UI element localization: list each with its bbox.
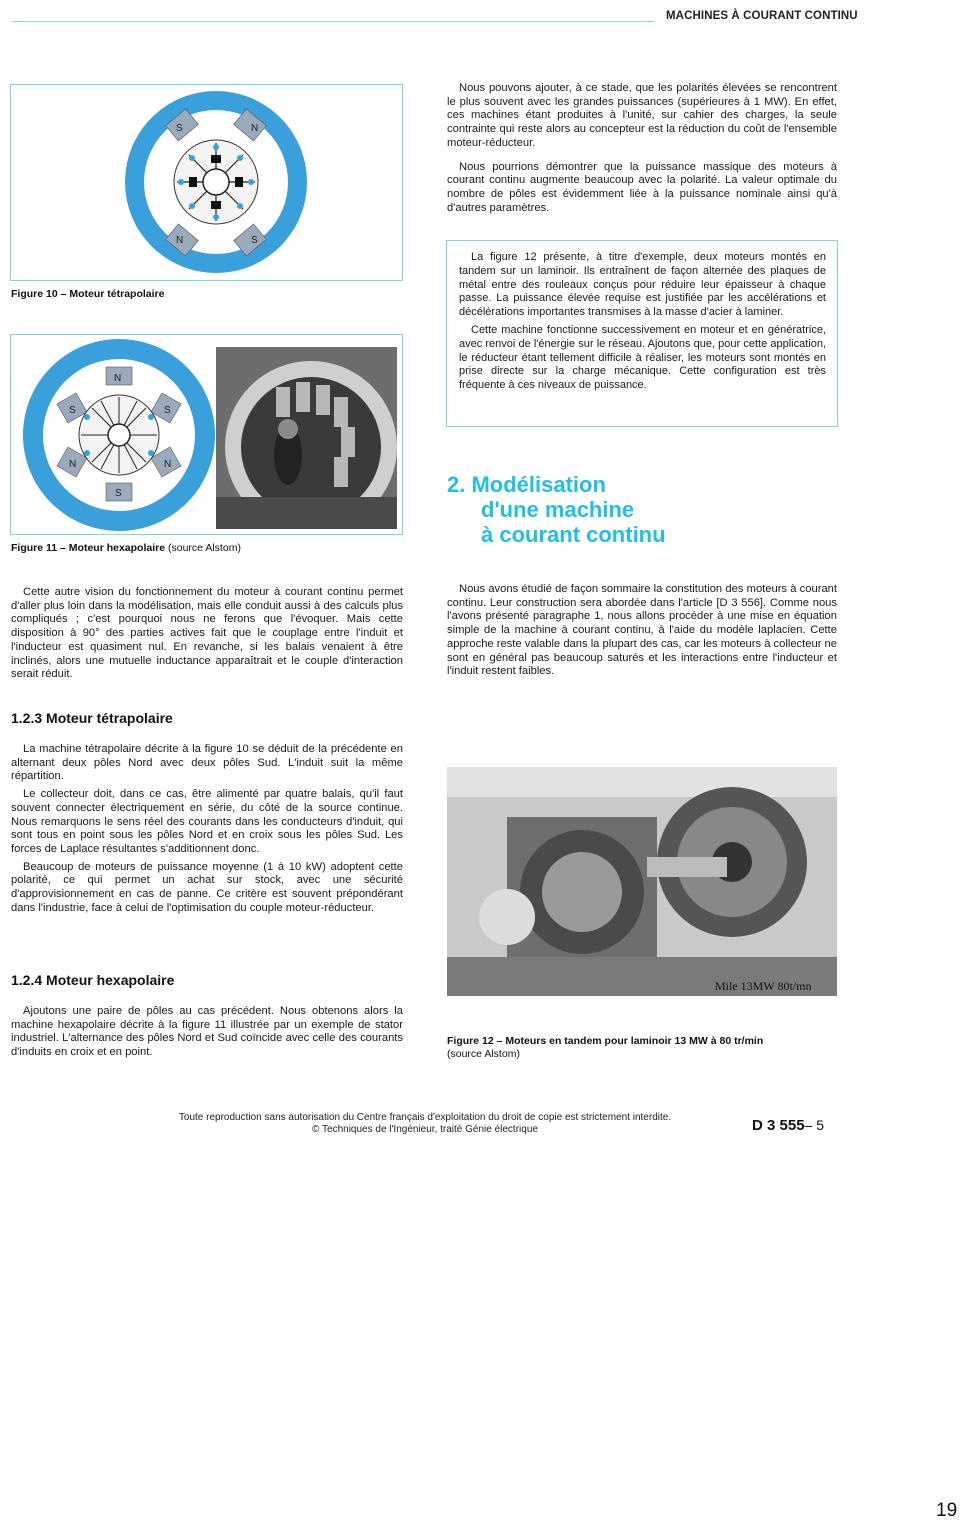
figure-12-caption: Figure 12 – Moteurs en tandem pour laminoir 13 MW à 80 tr/min (source Alstom) xyxy=(447,1035,764,1060)
tandem-motors-photo xyxy=(447,767,837,996)
section-2-heading: 2. Modélisation d'une machine à courant continu xyxy=(447,472,666,547)
figure-10-caption: Figure 10 – Moteur tétrapolaire xyxy=(11,288,165,300)
article-reference: D 3 555– 5 xyxy=(752,1117,825,1134)
pole-label: N xyxy=(69,459,77,470)
intro-right-text: Nous pouvons ajouter, à ce stade, que les polarités élevées se rencontrent le plus souvent avec les grandes puissances (supérieures à 1 MW). En effet, ces machines étant produites à l'unité, sur cahier des charges, la seule contrainte qui reste alors au concepteur est la réduction du coût de l'ensemble moteur-réducteur. Nous pourrions démontrer que la puissance massique des moteurs à courant continu augmente beaucoup avec la polarité. La valeur optimale du nombre de pôles est évidemment liée à la puissance nominale ainsi qu'à d'autres paramètres. xyxy=(447,82,837,214)
example-box: La figure 12 présente, à titre d'exemple, deux moteurs montés en tandem sur un laminoir. Ils entraînent de façon alternée des plaques de métal entre des rouleaux conçus pour réduire leur épaisseur à chaque passe. La puissance élevée requise est justifiée par les accélérations et décélérations importantes transmises à la masse d'acier à laminer. Cette machine fonctionne successivement en moteur et en génératrice, avec renvoi de l'énergie sur le réseau. Ajoutons que, pour cette application, le réducteur étant tellement difficile à réaliser, les moteurs sont montés en prise directe sur la charge mécanique. Cette configuration est très fréquente à ces niveaux de puissance. xyxy=(446,240,838,427)
pole-label: N xyxy=(251,123,259,134)
pole-label: N xyxy=(114,373,122,384)
pole-label: N xyxy=(176,235,184,246)
section-1-2-3-text: La machine tétrapolaire décrite à la figure 10 se déduit de la précédente en alternant deux pôles Nord avec deux pôles Sud. L'induit suit la même répartition. Le collecteur doit, dans ce cas, être alimenté par quatre balais, qu'il faut souvent connecter électriquement en série, du côté de la source continue. Nous remarquons le sens réel des courants dans les conducteurs d'induit, qui sont tous en point sous les pôles Nord et en croix sous les pôles Sud. Les forces de Laplace résultantes s'additionnent donc. Beaucoup de moteurs de puissance moyenne (1 à 10 kW) adoptent cette polarité, ce qui permet un achat sur stock, avec une sécurité d'approvisionnement en cas de panne. Ce critère est souvent prépondérant dans l'industrie, face à celui de l'optimisation du couple moteur-réducteur. xyxy=(11,743,403,914)
figure-11-caption: Figure 11 – Moteur hexapolaire (source Alstom) xyxy=(11,542,241,554)
four-pole-motor-diagram xyxy=(11,85,403,281)
six-pole-motor-diagram xyxy=(11,335,216,534)
pole-label: S xyxy=(69,405,76,416)
figure-10-frame xyxy=(10,84,403,281)
section-1-2-4-text: Ajoutons une paire de pôles au cas précédent. Nous obtenons alors la machine hexapolaire décrite à la figure 11 illustrée par un exemple de stator industriel. L'alternance des pôles Nord et Sud coïncide avec celle des courants d'induits en croix et en point. xyxy=(11,1005,403,1059)
header-rule xyxy=(12,21,654,22)
left-intro-text: Cette autre vision du fonctionnement du moteur à courant continu permet d'aller plus loin dans la modélisation, mais elle conduit aussi à des calculs plus compliqués ; c'est pourquoi nous ne ferons que l'évoquer. Mais cette disposition à 90° des parties actives fait que le couplage entre l'induit et l'inducteur est quasiment nul. En revanche, si les balais venaient à être inclinés, alors une mutuelle inductance apparaîtrait et le couple d'interaction serait réduit. xyxy=(11,586,403,681)
photo-stamp: Mile 13MW 80t/mn xyxy=(715,979,812,993)
section-1-2-4-title: 1.2.4 Moteur hexapolaire xyxy=(11,972,175,988)
running-header: MACHINES À COURANT CONTINU xyxy=(666,10,858,22)
page-number: 19 xyxy=(936,1500,958,1521)
pole-label: S xyxy=(115,488,122,499)
stator-photo xyxy=(216,347,397,529)
section-1-2-3-title: 1.2.3 Moteur tétrapolaire xyxy=(11,710,173,726)
pole-label: S xyxy=(176,123,183,134)
pole-label: N xyxy=(164,459,172,470)
section-2-text: Nous avons étudié de façon sommaire la constitution des moteurs à courant continu. Leur construction sera abordée dans l'article [D 3 556]. Comme nous l'avons présenté paragraphe 1, nous allons procéder à une mise en équation simple de la machine à courant continu, à l'aide du modèle laplacien. Cette approche reste valable dans la plupart des cas, car les moteurs à collecteur ne sont en général pas beaucoup saturés et les interactions entre l'inducteur et l'induit restent faibles. xyxy=(447,583,837,678)
copyright-notice: Toute reproduction sans autorisation du Centre français d'exploitation du droit de copie est strictement interdite. © Techniques de l'Ingénieur, traité Génie électrique xyxy=(178,1112,672,1135)
pole-label: S xyxy=(164,405,171,416)
pole-label: S xyxy=(251,235,258,246)
